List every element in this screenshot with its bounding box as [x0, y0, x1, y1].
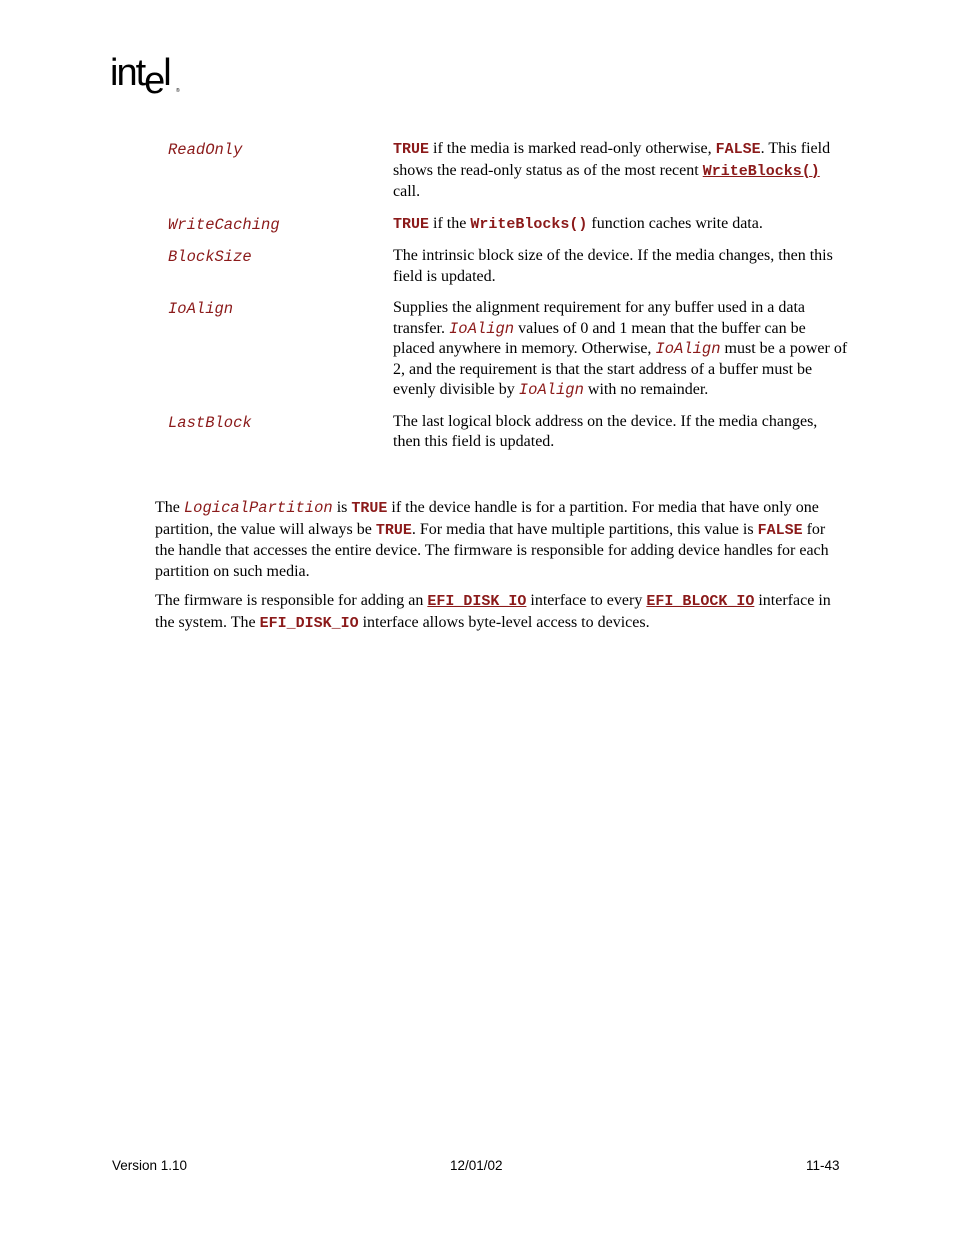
code-link[interactable]: EFI_DISK_IO [427, 593, 527, 610]
text-run: The last logical block address on the device. If the media changes, then this field is updated. [393, 412, 818, 450]
code-identifier: LogicalPartition [183, 499, 333, 517]
code-link[interactable]: EFI_BLOCK_IO [646, 593, 755, 610]
code-keyword: EFI_DISK_IO [259, 614, 359, 632]
text-run: if the media is marked read-only otherwise, [429, 140, 716, 157]
code-keyword: TRUE [375, 521, 412, 539]
text-run: for the handle that accesses the entire device. The firmware is responsible for adding device handles for each partition on such media. [155, 520, 829, 581]
code-keyword: TRUE [351, 500, 388, 517]
intel-wordmark: intel [110, 52, 170, 102]
footer-date: 12/01/02 [450, 1158, 503, 1173]
text-run: with no remainder. [583, 381, 709, 398]
text-run: Supplies the alignment requirement for any buffer used in a data transfer. [393, 299, 806, 337]
text-run: interface in the system. The [155, 592, 831, 631]
text-run: values of 0 and 1 mean that the buffer can be placed anywhere in memory. Otherwise, [393, 319, 806, 357]
code-keyword: FALSE [757, 521, 803, 539]
text-run: is [332, 499, 352, 516]
field-term: IoAlign [168, 300, 234, 318]
text-run: . For media that have multiple partitions, this value is [411, 520, 758, 538]
field-readonly [168, 139, 848, 203]
text-run: call. [393, 183, 421, 200]
code-identifier: IoAlign [518, 381, 584, 399]
text-run: . This field shows the read-only status as of the most recent [393, 140, 831, 179]
intel-logo [110, 52, 190, 105]
text-run: interface to every [526, 592, 647, 609]
text-run: The intrinsic block size of the device. If the media changes, then this field is updated. [393, 247, 833, 285]
code-identifier: IoAlign [448, 319, 515, 338]
text-run: must be a power of 2, and the requirement is that the start address of a buffer must be evenly divisible by [393, 340, 848, 398]
code-keyword: FALSE [715, 141, 761, 158]
text-run: The firmware is responsible for adding an [155, 592, 428, 609]
field-term: BlockSize [168, 248, 252, 266]
text-run: interface allows byte-level access to devices. [358, 613, 650, 631]
paragraph-disk-io [155, 591, 835, 634]
field-lastblock [168, 412, 848, 453]
code-keyword: TRUE [393, 215, 430, 233]
field-term: LastBlock [168, 413, 252, 432]
code-link[interactable]: WriteBlocks() [702, 162, 820, 180]
paragraph-logical-partition [155, 498, 835, 583]
field-writecaching [168, 214, 848, 236]
field-description [393, 412, 848, 453]
footer-version: Version 1.10 [112, 1158, 188, 1173]
field-term: ReadOnly [168, 141, 243, 159]
field-ioalign [168, 298, 848, 401]
code-keyword: WriteBlocks() [470, 215, 588, 233]
code-identifier: IoAlign [655, 340, 721, 358]
field-description [393, 139, 848, 203]
registered-mark: ® [176, 88, 180, 94]
text-run: function caches write data. [587, 214, 763, 232]
text-run: The [155, 499, 184, 516]
footer-page-number: 11-43 [806, 1158, 840, 1173]
text-run: if the [429, 214, 471, 232]
text-run: if the device handle is for a partition. For media that have only one partition, the value will always be [155, 499, 819, 538]
field-description [393, 214, 848, 236]
code-keyword: TRUE [393, 141, 430, 158]
field-description [393, 298, 848, 401]
field-term: WriteCaching [168, 215, 280, 234]
field-description [393, 246, 848, 287]
field-definition-list [168, 139, 848, 453]
field-blocksize [168, 246, 848, 287]
